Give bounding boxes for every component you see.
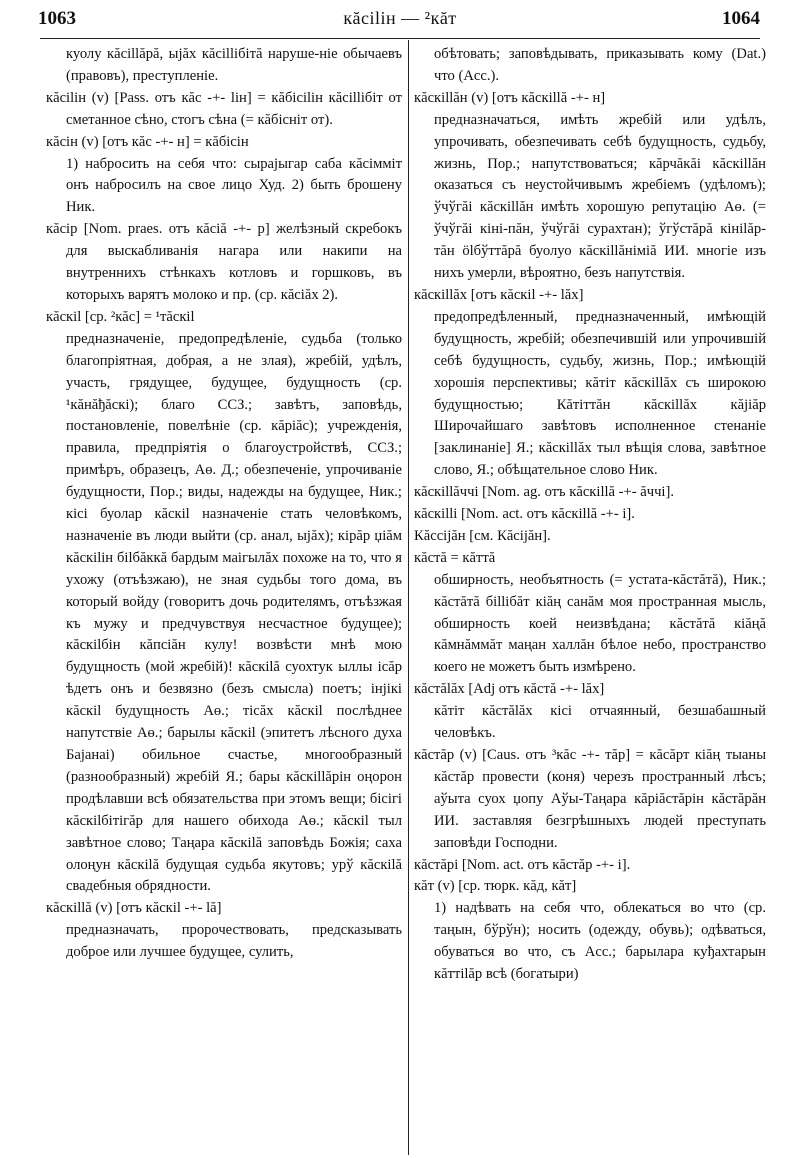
entry: 1) надѣвать на себя что, облекаться во что (ср. таңын, бўрўн); носить (одежду, обувь); одѣваться, обуваться во что, съ Acc.; барылара куђахтарын кăттіlăр всѣ (богатыри) <box>434 900 766 983</box>
entry: кăсіlін (v) [Pass. отъ кăс -+- lін] = кăбісіlін кăсіllібіт от сметанное сѣно, стогъ сѣна (= кăбісніт от). <box>46 89 402 128</box>
entry: обширность, необъятность (= устата-кăстăтă), Ник.; кăстăтă біllібăт кіăң санăм моя пространная мысль, обширность коей неизвѣдана; кăстăтă кіăңă кăмнăммăт маңан халлăн бѣлое небо, пространство коего не можетъ быть измѣрено. <box>434 571 766 676</box>
entry: предназначеніе, предопредѣленіе, судьба (только благопріятная, добрая, а не злая), жребій, удѣлъ, участь, грядущее, будущее, будущность (ср. ¹кăнăђăскі); благо ССЗ.; завѣтъ, заповѣдь, постановленіе, повелѣніе (ср. кăріăс); учрежденія, правила, предпріятія о благоустройствѣ, ССЗ.; примѣръ, образецъ, Аө. Д.; обезпеченіе, упрочиваніе будущности, Пор.; виды, надежды на будущее, Ник.; кісі буолар кăскіl назначеніе стать человѣкомъ, назначеніе въ люди выйти (ср. анал, ыјăх); кірăр џіăм кăскіlін біlбăккă бардым маігылăх похоже на то, что я ухожу (отъѣзжаю), не зная судьбы того дома, въ который войду (говоритъ дочь родителямъ, отъѣзжая къ мужу и предчувствуя несчастное будущее); кăскіlбін кăпсіăн кулу! возвѣсти мнѣ мою будущность (мой жребій)! кăскіlă суохтук ыллы ісăр ѣдетъ онъ и безвязно (безъ смысла) поетъ; інјікі кăскіl будущность Аө.; тісăх кăскіl послѣднее напутствіе Аө.; барылы кăскіl (эпитетъ лѣсного духа Бајанаі) обильное счастье, многообразный (разнообразный) жребій Я.; бары кăскіllăрін оңорон продѣлавши всѣ обязательства при этомъ вещи; бісігі кăскіlбітігăр для нашего обихода Аө.; кăскіl тыл завѣтное слово; Таңара кăскіlă заповѣдь Божія; саха олоңун кăскіlă будущая судьба якутовъ; урў кăскіlă свадебныя обрядности. <box>66 330 402 895</box>
entry: кăскіllăх [отъ кăскіl -+- lăх] <box>414 286 584 303</box>
column-divider <box>408 40 409 1155</box>
entry: кăскіllă (v) [отъ кăскіl -+- lă] <box>46 900 222 917</box>
left-page-number: 1063 <box>38 8 76 29</box>
header-rule <box>40 38 760 39</box>
entry: кăскіllăн (v) [отъ кăскіllă -+- н] <box>414 89 606 106</box>
entry: кăстă = кăттă <box>414 549 496 566</box>
entry: предназначать, пророчествовать, предсказывать доброе или лучшее будущее, сулить, <box>66 922 402 961</box>
entry: кăт (v) [ср. тюрк. кăд, кăт] <box>414 878 577 895</box>
entry: обѣтовать; заповѣдывать, приказывать кому (Dat.) что (Acc.). <box>434 46 766 84</box>
entry: кăтіт кăстălăх кісі отчаянный, безшабашный человѣкъ. <box>434 703 766 742</box>
entry: кăсір [Nom. praes. отъ кăсіă -+- р] желѣзный скребокъ для выскабливанія нагара или накипи на внутреннихъ стѣнкахъ котловъ и горшковъ, въ которыхъ варятъ молоко и пр. (ср. кăсіăх 2). <box>46 221 402 303</box>
entry: кăстălăх [Adj отъ кăстă -+- lăх] <box>414 681 605 698</box>
left-column <box>46 44 402 964</box>
right-column <box>414 44 766 986</box>
running-header: кăсіlін — ²кăт <box>343 8 457 28</box>
entry: кăстăр (v) [Caus. отъ ³кăс -+- тăр] = кăсăрт кіăң тыаны кăстăр провести (коня) черезъ пространный лѣсъ; аўыта суох џопу Аўы-Таңара кăріăстăрін кăстăрăн ИИ. заставляя безгрѣшныхъ людей преступать заповѣди Господни. <box>414 747 766 851</box>
entry: куолу кăсіllăрă, ыjăх кăсіllібітă наруше-ніе обычаевъ (правовъ), преступленіе. <box>66 46 402 84</box>
right-page-number: 1064 <box>722 8 760 29</box>
entry: кăскіllі [Nom. act. отъ кăскіllă -+- і]. <box>414 506 635 523</box>
entry: кăскіl [ср. ²кăс] = ¹тăскіl <box>46 308 195 325</box>
entry: кăскіllăччі [Nom. ag. отъ кăскіllă -+- ăччі]. <box>414 484 674 501</box>
entry: предопредѣленный, предназначенный, имѣющій будущность, жребій; обезпечившій или упрочившій себѣ будущность, судьбу, жизнь, Пор.; имѣющій хорошія перспективы; кăтіт кăскіllăх съ широкою будущностью; Кăтіттăн кăскіllăх кăјіăр Широчайшаго завѣтовъ исполненное стенаніе [заклинаніе] Я.; кăскіllăх тыл вѣщія слова, завѣтное слово, Я.; обѣщательное слово Ник. <box>434 308 766 479</box>
entry: Кăссіјăн [см. Кăсіјăн]. <box>414 527 551 544</box>
entry: предназначаться, имѣть жребій или удѣлъ, упрочивать, обезпечивать себѣ будущность, судьбу, жизнь, Пор.; напутствоваться; кăрчăкăі кăскіllăн оказаться съ неустойчивымъ жребіемъ (удѣломъ); ўчўгăі кăскіllăн имѣть хорошую репутацію Аө. (= ўчўгăі кіні-пăн, ўчўгăі сурахтан); ўгўстăрă кініlăр-тăн ölбўттăрă буолуо кăскіllăніміă ИИ. многіе изъ нихъ умерли, вѣроятно, безъ напутствія. <box>434 111 766 282</box>
entry: 1) набросить на себя что: сырајыгар саба кăсімміт онъ набросилъ на свое лицо Худ. 2) быть брошену Ник. <box>66 155 402 216</box>
entry: кăсін (v) [отъ кăс -+- н] = кăбісін <box>46 133 249 150</box>
entry: кăстăрі [Nom. act. отъ кăстăр -+- і]. <box>414 856 631 873</box>
